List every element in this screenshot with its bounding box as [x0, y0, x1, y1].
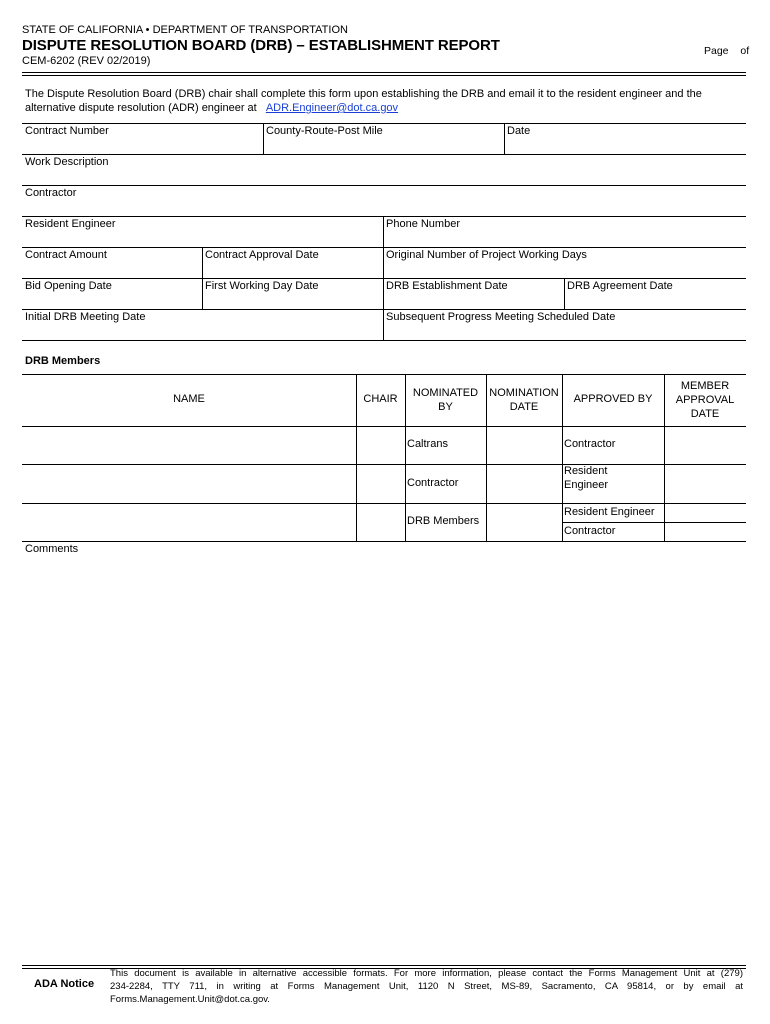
- members-table-top: [22, 374, 746, 375]
- contract-number-input[interactable]: [25, 139, 259, 152]
- members-row-divider: [22, 464, 746, 465]
- row-divider: [22, 247, 746, 248]
- contract-approval-date-input[interactable]: [205, 263, 380, 276]
- col-header-chair: CHAIR: [363, 393, 398, 405]
- ada-line-1: This document is available in alternative accessible formats. For more information, please contact the Forms Management Unit at (279): [110, 968, 743, 979]
- of-word: of: [740, 45, 750, 57]
- first-working-day-label: First Working Day Date: [205, 280, 319, 292]
- page-indicator: [704, 45, 749, 57]
- ada-line-2: 234-2284, TTY 711, in writing at Forms Management Unit, 1120 N Street, MS-89, Sacramento, CA 95814, or by email at: [110, 981, 743, 992]
- row-divider: [22, 154, 746, 155]
- ada-notice-label: ADA Notice: [34, 978, 95, 990]
- first-working-day-input[interactable]: [205, 294, 380, 307]
- contract-amount-label: Contract Amount: [25, 249, 107, 261]
- members-header-bottom: [22, 426, 746, 427]
- page-word: Page: [704, 45, 729, 57]
- working-days-input[interactable]: [386, 263, 743, 276]
- members-col-divider: [486, 374, 487, 541]
- nominated-by-value: Caltrans: [407, 438, 448, 450]
- drb-agreement-date-label: DRB Agreement Date: [567, 280, 673, 292]
- form-id: CEM-6202 (REV 02/2019): [22, 55, 151, 67]
- col-header-nomination-date: NOMINATION DATE: [489, 387, 559, 413]
- col-header-approved-by: APPROVED BY: [573, 393, 653, 405]
- row-divider: [22, 340, 746, 341]
- adr-email-link[interactable]: ADR.Engineer@dot.ca.gov: [265, 102, 399, 114]
- drb-members-title: DRB Members: [25, 355, 101, 367]
- contract-approval-date-label: Contract Approval Date: [205, 249, 319, 261]
- nominated-by-value: DRB Members: [407, 515, 480, 527]
- member-approval-date-input[interactable]: [667, 477, 743, 491]
- ada-notice-text: [110, 967, 743, 1006]
- nominated-by-value: Contractor: [407, 477, 459, 489]
- row-divider: [22, 185, 746, 186]
- col-header-member-approval-date: MEMBER APPROVAL DATE: [675, 380, 735, 420]
- members-col-divider: [405, 374, 406, 541]
- agency-line: STATE OF CALIFORNIA • DEPARTMENT OF TRANSPORTATION: [22, 24, 348, 36]
- intro-text: [25, 87, 745, 115]
- work-description-input[interactable]: [25, 170, 743, 183]
- drb-agreement-date-input[interactable]: [567, 294, 743, 307]
- drb-establishment-date-label: DRB Establishment Date: [386, 280, 508, 292]
- date-label: Date: [507, 125, 531, 137]
- approved-by-value: Contractor: [564, 525, 616, 537]
- intro-line-2: [25, 101, 745, 115]
- nomination-date-input[interactable]: [489, 477, 559, 491]
- contract-number-label: Contract Number: [25, 125, 109, 137]
- comments-textarea[interactable]: [25, 560, 743, 955]
- contractor-input[interactable]: [25, 201, 743, 214]
- header-rule-bottom: [22, 75, 746, 76]
- approved-sub-divider: [562, 522, 746, 523]
- col-divider: [564, 278, 565, 309]
- resident-engineer-input[interactable]: [25, 232, 379, 245]
- row-divider: [22, 123, 746, 124]
- date-input[interactable]: [507, 139, 743, 152]
- page-number-input[interactable]: [731, 46, 737, 57]
- row-divider: [22, 309, 746, 310]
- header-rule-top: [22, 72, 746, 73]
- county-route-input[interactable]: [266, 139, 500, 152]
- col-divider: [202, 247, 203, 309]
- initial-meeting-date-label: Initial DRB Meeting Date: [25, 311, 146, 323]
- bid-opening-date-label: Bid Opening Date: [25, 280, 112, 292]
- members-col-divider: [664, 374, 665, 541]
- nomination-date-input[interactable]: [489, 515, 559, 529]
- initial-meeting-date-input[interactable]: [25, 325, 379, 338]
- working-days-label: Original Number of Project Working Days: [386, 249, 587, 261]
- phone-number-input[interactable]: [386, 232, 743, 245]
- resident-engineer-label: Resident Engineer: [25, 218, 116, 230]
- approved-by-value: Contractor: [564, 438, 616, 450]
- county-route-label: County-Route-Post Mile: [266, 125, 383, 137]
- subsequent-meeting-input[interactable]: [386, 325, 743, 338]
- col-divider: [383, 216, 384, 340]
- row-divider: [22, 278, 746, 279]
- nomination-date-input[interactable]: [489, 438, 559, 452]
- approved-by-value: Resident Engineer: [564, 465, 609, 491]
- approved-by-value: Resident Engineer: [564, 506, 655, 518]
- drb-establishment-date-input[interactable]: [386, 294, 561, 307]
- member-name-input[interactable]: [25, 438, 353, 452]
- col-divider: [263, 123, 264, 154]
- member-name-input[interactable]: [25, 477, 353, 491]
- members-row-divider: [22, 503, 746, 504]
- intro-line-2-prefix: alternative dispute resolution (ADR) engineer at: [25, 102, 257, 114]
- contract-amount-input[interactable]: [25, 263, 199, 276]
- member-name-input[interactable]: [25, 515, 353, 529]
- subsequent-meeting-label: Subsequent Progress Meeting Scheduled Date: [386, 311, 616, 323]
- phone-number-label: Phone Number: [386, 218, 460, 230]
- row-divider: [22, 216, 746, 217]
- bid-opening-date-input[interactable]: [25, 294, 199, 307]
- member-approval-date-input[interactable]: [667, 438, 743, 452]
- footer-rule: [22, 965, 746, 966]
- member-approval-date-input[interactable]: [667, 506, 743, 519]
- intro-line-1: The Dispute Resolution Board (DRB) chair shall complete this form upon establishing the DRB and email it to the resident engineer and the: [25, 88, 702, 100]
- members-table-bottom: [22, 541, 746, 542]
- ada-line-3: Forms.Management.Unit@dot.ca.gov.: [110, 994, 270, 1005]
- member-approval-date-input[interactable]: [667, 525, 743, 538]
- col-header-name: NAME: [173, 393, 205, 405]
- contractor-label: Contractor: [25, 187, 77, 199]
- comments-label: Comments: [25, 543, 79, 555]
- form-title: DISPUTE RESOLUTION BOARD (DRB) – ESTABLISHMENT REPORT: [22, 37, 500, 54]
- col-header-nominated-by: NOMINATED BY: [412, 387, 479, 413]
- work-description-label: Work Description: [25, 156, 109, 168]
- col-divider: [504, 123, 505, 154]
